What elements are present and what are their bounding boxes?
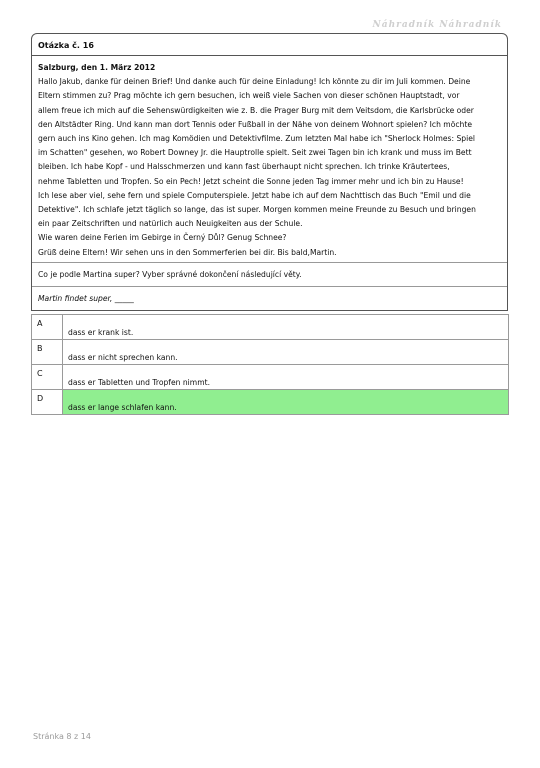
letter-line: gern auch ins Kino gehen. Ich mag Komödien und Detektivfilme. Zum letzten Mal habe ich "Sherlock Holmes: Spiel	[38, 134, 476, 144]
answer-option-d[interactable]	[32, 390, 509, 415]
letter-line: Eltern stimmen zu? Prag möchte ich gern besuchen, ich weiß viele Sachen von dieser schönen Hauptstadt, vor	[38, 91, 460, 101]
answer-option-a[interactable]	[32, 315, 509, 340]
answer-text[interactable]: dass er krank ist.	[63, 315, 509, 340]
letter-line: den Altstädter Ring. Und kann man dort Tennis oder Fußball in der Nähe von deinem Wohnort spielen? Ich möchte	[38, 119, 472, 129]
answer-text[interactable]: dass er nicht sprechen kann.	[63, 340, 509, 365]
watermark: Náhradník Náhradník	[372, 20, 502, 30]
question-prompt: Martin findet super, _____	[38, 293, 134, 303]
letter-line: Hallo Jakub, danke für deinen Brief! Und danke auch für deine Einladung! Ich könnte zu dir im Juli kommen. Deine	[38, 77, 471, 87]
letter-line: allem freue ich mich auf die Sehenswürdigkeiten wie z. B. die Prager Burg mit dem Veitsdom, die Karlsbrücke oder	[38, 105, 474, 115]
question-text: Co je podle Martina super? Vyber správné dokončení následující věty.	[32, 263, 507, 287]
answer-letter: A	[32, 315, 63, 340]
answer-letter: B	[32, 340, 63, 365]
letter-line: im Schatten" gesehen, wo Robert Downey Jr. die Hauptrolle spielt. Seit zwei Tagen bin ich krank und muss im Bett	[38, 148, 472, 158]
letter-date: Salzburg, den 1. März 2012	[38, 63, 156, 72]
letter-line: bleiben. Ich habe Kopf - und Halsschmerzen und kann fast überhaupt nicht sprechen. Ich trinke Kräutertees,	[38, 162, 450, 172]
letter-text	[32, 56, 507, 263]
question-box	[31, 33, 508, 311]
answer-text[interactable]: dass er lange schlafen kann.	[63, 390, 509, 415]
answer-text[interactable]: dass er Tabletten und Tropfen nimmt.	[63, 365, 509, 390]
letter-line: nehme Tabletten und Tropfen. So ein Pech! Jetzt scheint die Sonne jeden Tag immer mehr und ich bin zu Hause!	[38, 176, 464, 186]
answer-table	[31, 314, 509, 415]
page-number: Stránka 8 z 14	[33, 732, 91, 741]
question-header: Otázka č. 16	[32, 34, 507, 56]
letter-line: ein paar Zeitschriften und natürlich auch Neuigkeiten aus der Schule.	[38, 219, 303, 229]
answer-letter: D	[32, 390, 63, 415]
answer-option-b[interactable]	[32, 340, 509, 365]
letter-line: Detektive". Ich schlafe jetzt täglich so lange, das ist super. Morgen kommen meine Freunde zu Besuch und bringen	[38, 205, 476, 215]
letter-line: Grüß deine Eltern! Wir sehen uns in den Sommerferien bei dir. Bis bald,Martin.	[38, 247, 337, 257]
answer-option-c[interactable]	[32, 365, 509, 390]
letter-line: Wie waren deine Ferien im Gebirge in Černý Důl? Genug Schnee?	[38, 233, 287, 243]
letter-line: Ich lese aber viel, sehe fern und spiele Computerspiele. Jetzt habe ich auf dem Nachttisch das Buch "Emil und die	[38, 190, 471, 200]
answer-letter: C	[32, 365, 63, 390]
